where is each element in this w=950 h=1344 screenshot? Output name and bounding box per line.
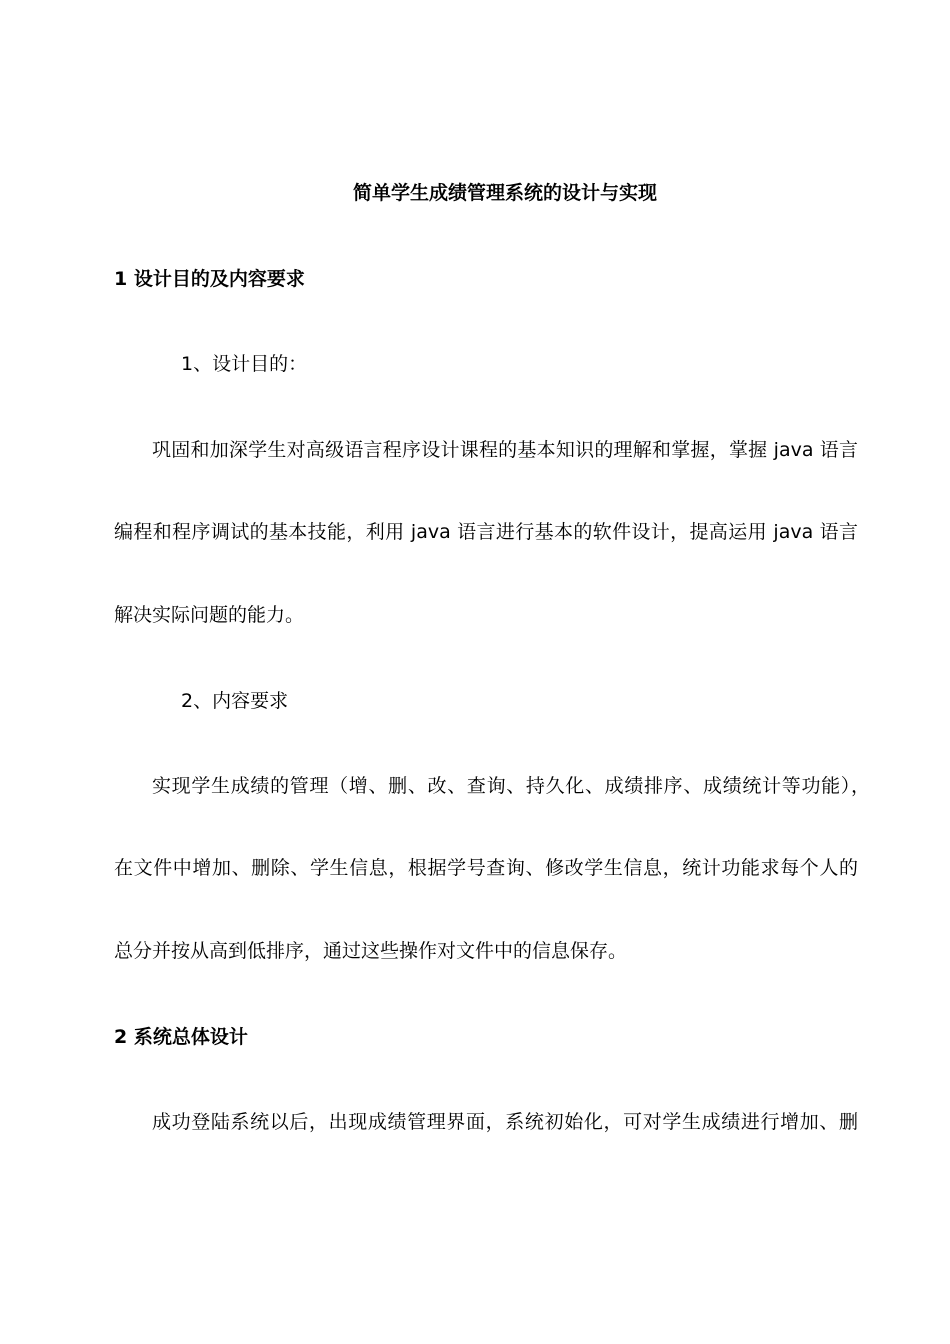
paragraph-line: 实现学生成绩的管理（增、删、改、查询、持久化、成绩排序、成绩统计等功能）， bbox=[152, 775, 870, 797]
subheading-content-requirements: 2、内容要求 bbox=[181, 690, 289, 712]
paragraph-line: 巩固和加深学生对高级语言程序设计课程的基本知识的理解和掌握，掌握 java 语言 bbox=[152, 439, 858, 461]
paragraph-line: 编程和程序调试的基本技能，利用 java 语言进行基本的软件设计，提高运用 java 语言 bbox=[114, 521, 858, 543]
paragraph-line: 在文件中增加、删除、学生信息，根据学号查询、修改学生信息，统计功能求每个人的 bbox=[114, 857, 858, 879]
section-2-heading: 2 系统总体设计 bbox=[114, 1026, 248, 1048]
paragraph-line: 解决实际问题的能力。 bbox=[114, 604, 305, 626]
document-title: 简单学生成绩管理系统的设计与实现 bbox=[352, 182, 657, 204]
subheading-design-purpose: 1、设计目的： bbox=[181, 353, 308, 375]
paragraph-line: 总分并按从高到低排序，通过这些操作对文件中的信息保存。 bbox=[114, 940, 628, 962]
paragraph-line: 成功登陆系统以后，出现成绩管理界面，系统初始化，可对学生成绩进行增加、删 bbox=[152, 1111, 858, 1133]
section-1-heading: 1 设计目的及内容要求 bbox=[114, 268, 305, 290]
